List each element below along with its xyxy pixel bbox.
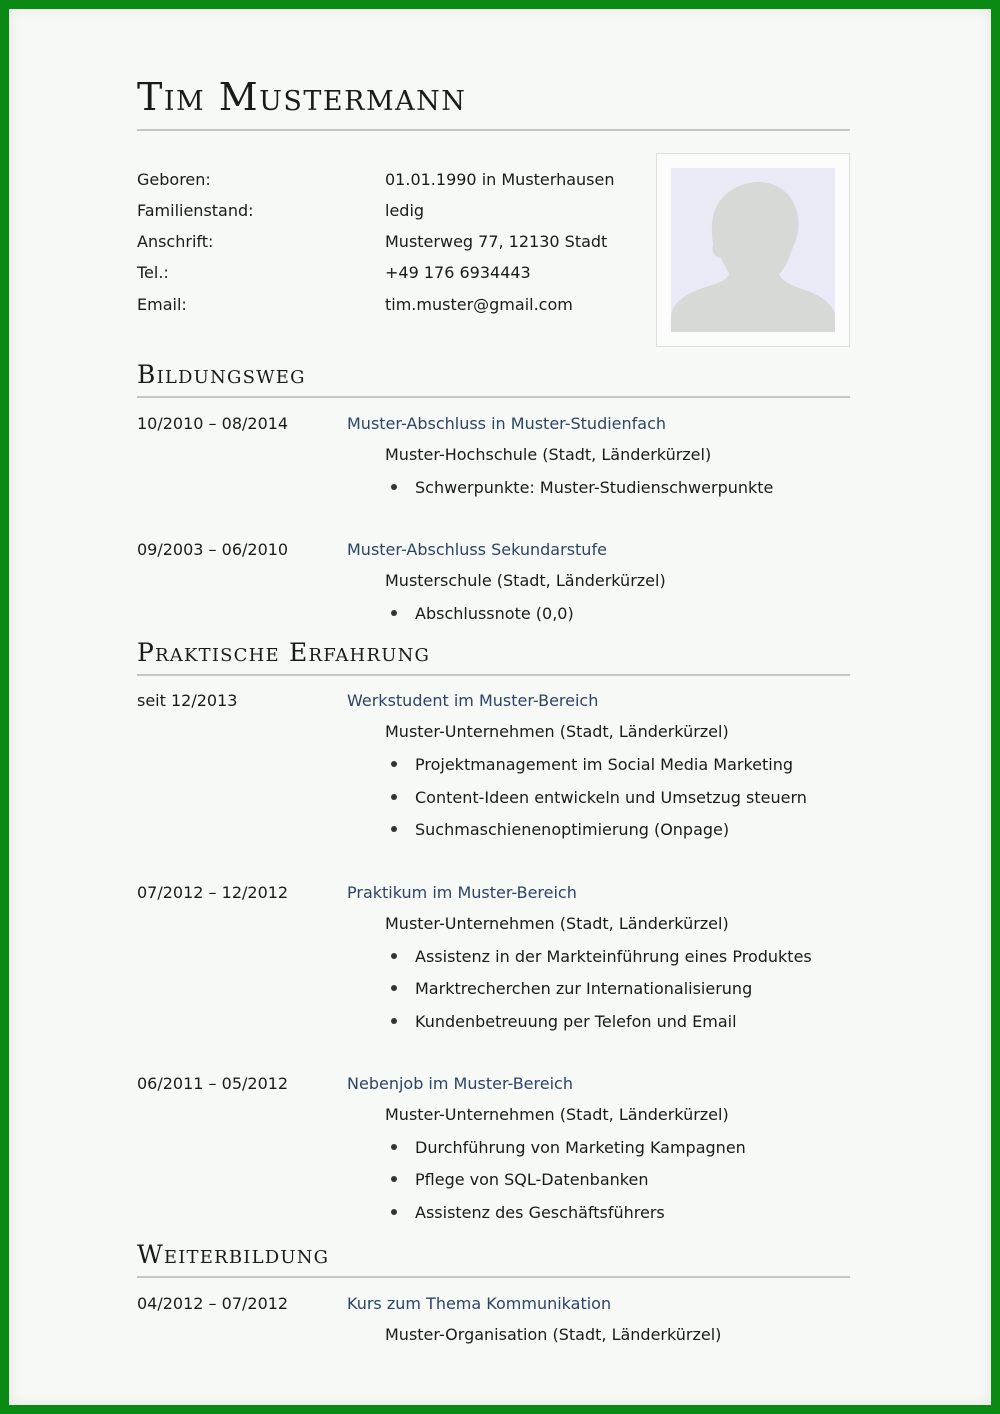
bullet-dot	[391, 1018, 397, 1024]
bullet-dot	[391, 761, 397, 767]
entry-title: Praktikum im Muster-Bereich	[347, 883, 577, 902]
entry-title: Werkstudent im Muster-Bereich	[347, 691, 599, 710]
entry-date: 04/2012 – 07/2012	[137, 1294, 289, 1313]
personal-value-birth: 01.01.1990 in Musterhausen	[385, 170, 615, 189]
personal-label-status: Familienstand:	[137, 201, 254, 220]
entry-title: Muster-Abschluss in Muster-Studienfach	[347, 414, 667, 433]
entry-organization: Muster-Unternehmen (Stadt, Länderkürzel)	[385, 914, 729, 933]
entry-bullet: Abschlussnote (0,0)	[415, 604, 574, 623]
entry-date: 10/2010 – 08/2014	[137, 414, 289, 433]
name-divider	[137, 129, 850, 131]
entry-organization: Muster-Unternehmen (Stadt, Länderkürzel)	[385, 1105, 729, 1124]
bullet-dot	[391, 484, 397, 490]
section-divider	[137, 1276, 850, 1278]
entry-title: Kurs zum Thema Kommunikation	[347, 1294, 612, 1313]
bullet-dot	[391, 1144, 397, 1150]
entry-organization: Muster-Unternehmen (Stadt, Länderkürzel)	[385, 722, 729, 741]
section-heading: Bildungsweg	[137, 360, 306, 389]
entry-title: Nebenjob im Muster-Bereich	[347, 1074, 573, 1093]
personal-label-address: Anschrift:	[137, 232, 214, 251]
bullet-dot	[391, 794, 397, 800]
entry-bullet: Content-Ideen entwickeln und Umsetzug steuern	[415, 788, 807, 807]
personal-value-status: ledig	[385, 201, 425, 220]
personal-value-email: tim.muster@gmail.com	[385, 295, 573, 314]
entry-date: 09/2003 – 06/2010	[137, 540, 289, 559]
entry-bullet: Marktrecherchen zur Internationalisierung	[415, 979, 753, 998]
bullet-dot	[391, 1209, 397, 1215]
personal-label-email: Email:	[137, 295, 187, 314]
entry-date: seit 12/2013	[137, 691, 238, 710]
entry-bullet: Suchmaschienenoptimierung (Onpage)	[415, 820, 730, 839]
entry-bullet: Schwerpunkte: Muster-Studienschwerpunkte	[415, 478, 774, 497]
section-divider	[137, 674, 850, 676]
section-divider	[137, 396, 850, 398]
photo-frame	[656, 153, 850, 347]
bullet-dot	[391, 610, 397, 616]
personal-value-phone: +49 176 6934443	[385, 263, 531, 282]
entry-bullet: Durchführung von Marketing Kampagnen	[415, 1138, 746, 1157]
bullet-dot	[391, 953, 397, 959]
personal-value-address: Musterweg 77, 12130 Stadt	[385, 232, 608, 251]
bullet-dot	[391, 826, 397, 832]
section-heading: Praktische Erfahrung	[137, 638, 431, 667]
entry-organization: Muster-Hochschule (Stadt, Länderkürzel)	[385, 445, 712, 464]
entry-organization: Musterschule (Stadt, Länderkürzel)	[385, 571, 666, 590]
entry-organization: Muster-Organisation (Stadt, Länderkürzel)	[385, 1325, 722, 1344]
entry-bullet: Pflege von SQL-Datenbanken	[415, 1170, 649, 1189]
entry-date: 06/2011 – 05/2012	[137, 1074, 289, 1093]
entry-bullet: Kundenbetreuung per Telefon und Email	[415, 1012, 737, 1031]
entry-bullet: Assistenz des Geschäftsführers	[415, 1203, 665, 1222]
personal-label-phone: Tel.:	[137, 263, 169, 282]
bullet-dot	[391, 985, 397, 991]
person-silhouette-icon	[671, 168, 835, 332]
bullet-dot	[391, 1176, 397, 1182]
entry-bullet: Projektmanagement im Social Media Marketing	[415, 755, 793, 774]
entry-title: Muster-Abschluss Sekundarstufe	[347, 540, 607, 559]
cv-name: Tim Mustermann	[137, 75, 467, 119]
personal-label-birth: Geboren:	[137, 170, 211, 189]
entry-bullet: Assistenz in der Markteinführung eines Produktes	[415, 947, 812, 966]
section-heading: Weiterbildung	[137, 1240, 330, 1269]
entry-date: 07/2012 – 12/2012	[137, 883, 289, 902]
